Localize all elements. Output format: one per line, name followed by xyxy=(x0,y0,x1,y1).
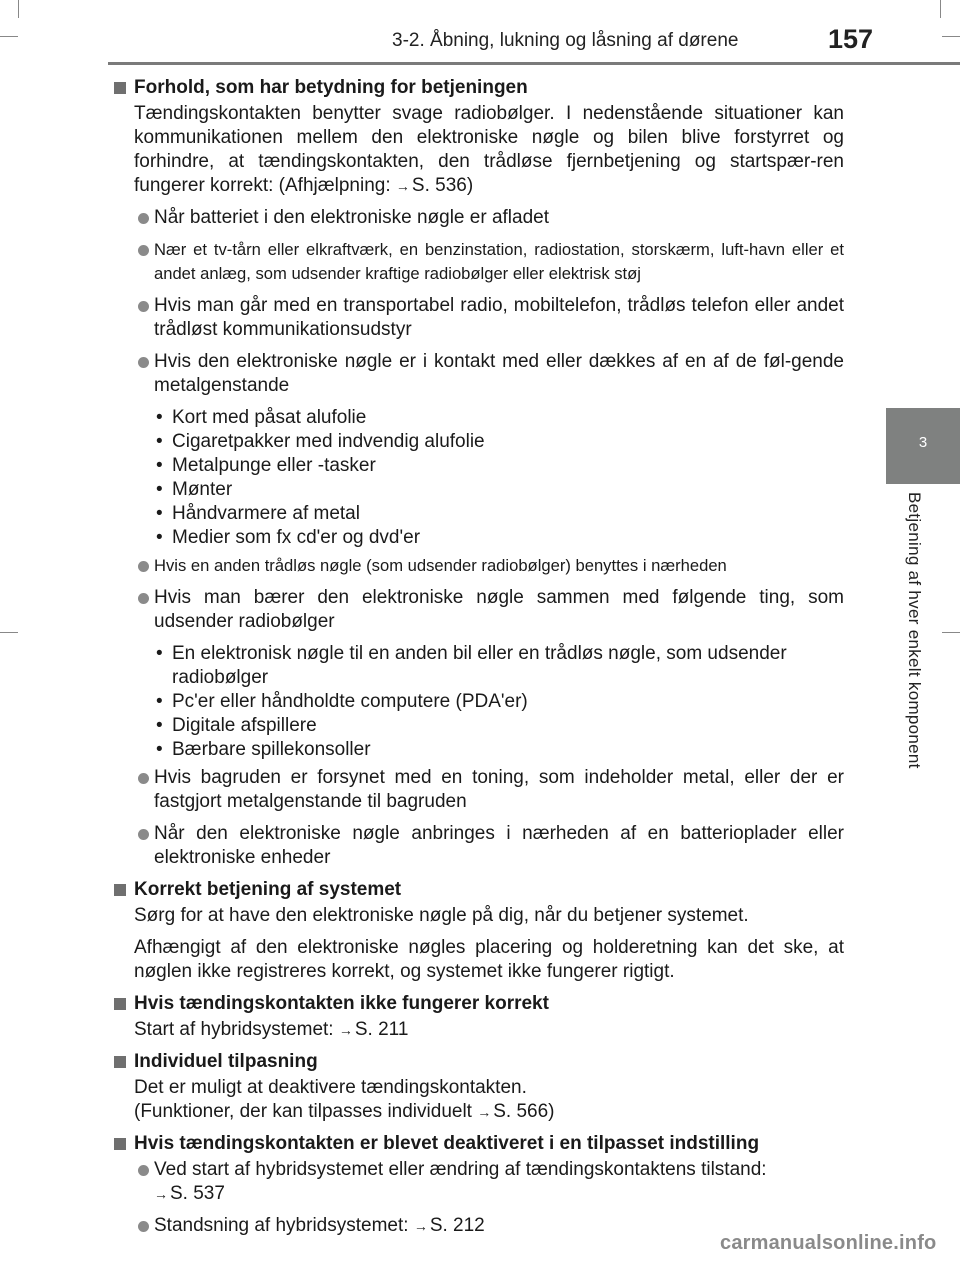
page-number: 157 xyxy=(828,24,874,54)
circle-bullet-icon xyxy=(138,301,149,312)
section-heading: Hvis tændingskontakten er blevet deaktiveret i en tilpasset indstilling xyxy=(112,1132,844,1156)
sub-list xyxy=(112,642,844,762)
sub-list xyxy=(112,406,844,550)
page-content xyxy=(112,76,844,1246)
arrow-icon: → xyxy=(338,1022,353,1038)
list-item: Hvis bagruden er forsynet med en toning, som indeholder metal, eller der er fastgjort metalgenstande til bagruden xyxy=(112,766,844,814)
square-bullet-icon xyxy=(114,1056,126,1068)
circle-bullet-icon xyxy=(138,593,149,604)
list-item: Når batteriet i den elektroniske nøgle er afladet xyxy=(112,206,844,230)
list-item: Hvis man bærer den elektroniske nøgle sammen med følgende ting, som udsender radiobølger xyxy=(112,586,844,634)
page-reference: S. 566) xyxy=(493,1101,555,1122)
arrow-icon: → xyxy=(154,1186,168,1202)
circle-bullet-icon xyxy=(138,561,149,572)
page-reference: S. 212 xyxy=(429,1215,485,1236)
sub-list-item: • Medier som fx cd'er og dvd'er xyxy=(156,527,421,548)
arrow-icon: → xyxy=(413,1218,428,1234)
square-bullet-icon xyxy=(114,82,126,94)
list-item: Når den elektroniske nøgle anbringes i nærheden af en batterioplader eller elektroniske enheder xyxy=(112,822,844,870)
page-header xyxy=(0,0,960,62)
arrow-icon: → xyxy=(477,1104,492,1120)
section-heading: Forhold, som har betydning for betjeningen xyxy=(112,76,844,100)
list-item: Nær et tv-tårn eller elkraftværk, en benzinstation, radiostation, storskærm, luft-havn eller et andet anlæg, som udsender kraftige radiobølger eller elektrisk støj xyxy=(112,238,844,286)
page-reference: S. 536) xyxy=(411,175,474,196)
crop-mark xyxy=(942,632,960,633)
section-heading: Hvis tændingskontakten ikke fungerer korrekt xyxy=(112,992,844,1016)
sub-list-item: • Mønter xyxy=(156,479,233,500)
page-reference: S. 537 xyxy=(170,1183,225,1204)
sub-list-item: • Kort med påsat alufolie xyxy=(156,407,367,428)
sub-list-item: • Håndvarmere af metal xyxy=(156,503,360,524)
section-title: 3-2. Åbning, lukning og låsning af dørene xyxy=(392,30,739,51)
circle-bullet-icon xyxy=(138,1221,149,1232)
list-item: Ved start af hybridsystemet eller ændring af tændingskontaktens tilstand: → S. 537 xyxy=(112,1158,844,1206)
list-item: Hvis den elektroniske nøgle er i kontakt med eller dækkes af en af de føl-gende metalgenstande xyxy=(112,350,844,398)
sub-list-item: • Digitale afspillere xyxy=(156,715,317,736)
paragraph: Det er muligt at deaktivere tændingskontakten. (Funktioner, der kan tilpasses individuelt → S. 566) xyxy=(134,1077,555,1122)
list-item: Hvis en anden trådløs nøgle (som udsender radiobølger) benyttes i nærheden xyxy=(112,554,844,578)
sub-list-item: • Pc'er eller håndholdte computere (PDA'er) xyxy=(156,691,528,712)
list-item: Hvis man går med en transportabel radio, mobiltelefon, trådløs telefon eller andet trådløst kommunikationsudstyr xyxy=(112,294,844,342)
chapter-tab xyxy=(886,408,960,484)
square-bullet-icon xyxy=(114,998,126,1010)
square-bullet-icon xyxy=(114,884,126,896)
crop-mark xyxy=(0,632,18,633)
square-bullet-icon xyxy=(114,1138,126,1150)
circle-bullet-icon xyxy=(138,1165,149,1176)
circle-bullet-icon xyxy=(138,245,149,256)
header-rule xyxy=(108,62,960,65)
arrow-icon: → xyxy=(395,178,410,194)
sub-list-item: • Bærbare spillekonsoller xyxy=(156,739,371,760)
sub-list-item: • Cigaretpakker med indvendig alufolie xyxy=(156,431,485,452)
paragraph: Start af hybridsystemet: → S. 211 xyxy=(134,1019,409,1040)
page-reference: S. 211 xyxy=(354,1019,409,1040)
sub-list-item: • En elektronisk nøgle til en anden bil eller en trådløs nøgle, som udsender radiobølger xyxy=(156,643,787,688)
paragraph: Sørg for at have den elektroniske nøgle på dig, når du betjener systemet. xyxy=(134,905,749,926)
list-item: Standsning af hybridsystemet: → S. 212 xyxy=(112,1214,844,1238)
chapter-number: 3 xyxy=(918,434,928,451)
intro-paragraph: Tændingskontakten benytter svage radiobølger. I nedenstående situationer kan kommunikationen mellem den elektroniske nøgle og bilen blive forstyrret og forhindre, at tændingskontakten, den trådløse fjernbetjening og startspær-ren fungerer korrekt: (Afhjælpning: → S. 536) xyxy=(134,103,844,196)
circle-bullet-icon xyxy=(138,213,149,224)
sub-list-item: • Metalpunge eller -tasker xyxy=(156,455,376,476)
watermark: carmanualsonline.info xyxy=(720,1232,937,1254)
circle-bullet-icon xyxy=(138,773,149,784)
paragraph: Afhængigt af den elektroniske nøgles placering og holderetning kan det ske, at nøglen ikke registreres korrekt, og systemet ikke fungerer rigtigt. xyxy=(134,937,844,982)
circle-bullet-icon xyxy=(138,357,149,368)
section-heading: Individuel tilpasning xyxy=(112,1050,844,1074)
circle-bullet-icon xyxy=(138,829,149,840)
section-heading: Korrekt betjening af systemet xyxy=(112,878,844,902)
chapter-label: Betjening af hver enkelt komponent xyxy=(905,492,924,769)
